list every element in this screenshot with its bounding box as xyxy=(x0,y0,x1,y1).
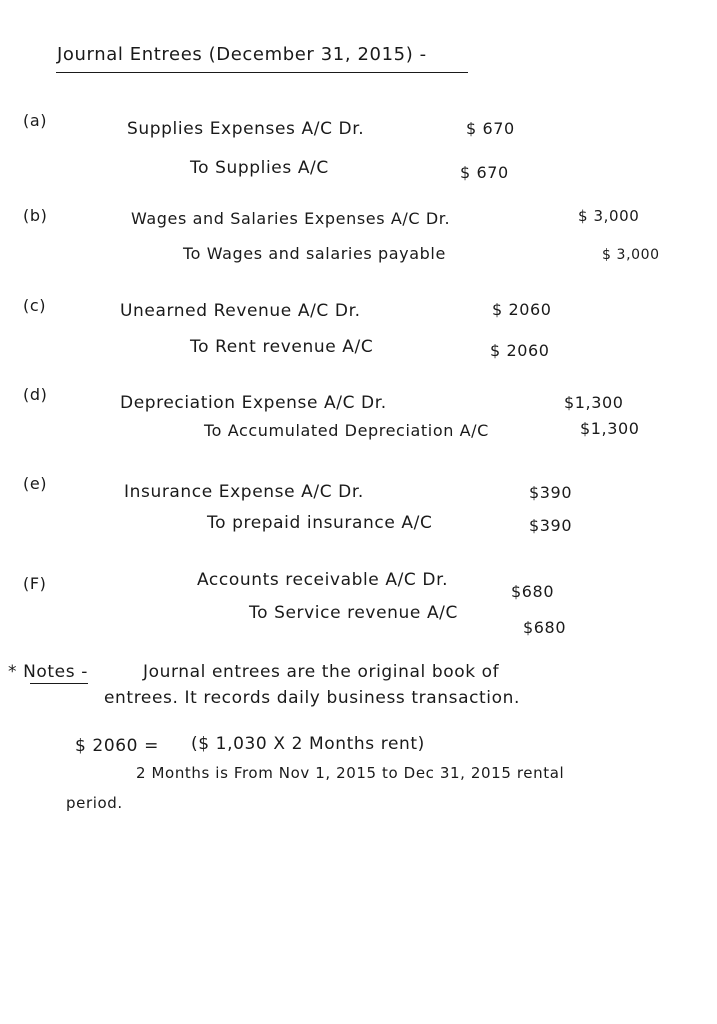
debit-line: Depreciation Expense A/C Dr. xyxy=(120,393,387,413)
debit-amount: $ 3,000 xyxy=(578,207,640,225)
credit-amount: $390 xyxy=(529,516,573,535)
credit-amount: $ 670 xyxy=(460,163,509,182)
credit-amount: $1,300 xyxy=(580,419,640,438)
notes-line-3: 2 Months is From Nov 1, 2015 to Dec 31, 2015 rental xyxy=(136,764,565,782)
debit-line: Supplies Expenses A/C Dr. xyxy=(127,119,365,139)
credit-line: To Supplies A/C xyxy=(190,158,329,178)
debit-line: Insurance Expense A/C Dr. xyxy=(124,482,364,502)
entry-label: (F) xyxy=(23,574,47,593)
credit-line: To Service revenue A/C xyxy=(249,603,458,623)
entry-label: (e) xyxy=(23,474,48,493)
credit-line: To Rent revenue A/C xyxy=(190,337,374,357)
debit-amount: $ 670 xyxy=(466,119,515,138)
entry-label: (a) xyxy=(23,111,48,130)
credit-amount: $ 3,000 xyxy=(602,247,660,263)
credit-line: To Wages and salaries payable xyxy=(183,244,446,263)
debit-line: Unearned Revenue A/C Dr. xyxy=(120,301,361,321)
calc-lhs: $ 2060 = xyxy=(75,736,159,756)
notes-heading: * Notes - xyxy=(8,662,88,682)
title-underline xyxy=(56,72,468,73)
debit-line: Wages and Salaries Expenses A/C Dr. xyxy=(131,209,451,228)
debit-amount: $1,300 xyxy=(564,393,624,412)
entry-label: (b) xyxy=(23,206,48,225)
notes-underline xyxy=(30,683,88,684)
credit-amount: $680 xyxy=(523,618,567,637)
notes-line-2: entrees. It records daily business transaction. xyxy=(104,688,520,708)
debit-amount: $ 2060 xyxy=(492,300,552,319)
debit-amount: $390 xyxy=(529,483,573,502)
calc-rhs: ($ 1,030 X 2 Months rent) xyxy=(191,734,425,754)
entry-label: (c) xyxy=(23,296,47,315)
credit-amount: $ 2060 xyxy=(490,341,550,360)
entry-label: (d) xyxy=(23,385,48,404)
notes-line-4: period. xyxy=(66,794,123,812)
notes-line-1: Journal entrees are the original book of xyxy=(143,662,500,682)
debit-amount: $680 xyxy=(511,582,555,601)
credit-line: To Accumulated Depreciation A/C xyxy=(204,421,489,440)
debit-line: Accounts receivable A/C Dr. xyxy=(197,570,449,590)
page-title: Journal Entrees (December 31, 2015) - xyxy=(57,44,427,65)
credit-line: To prepaid insurance A/C xyxy=(207,513,433,533)
